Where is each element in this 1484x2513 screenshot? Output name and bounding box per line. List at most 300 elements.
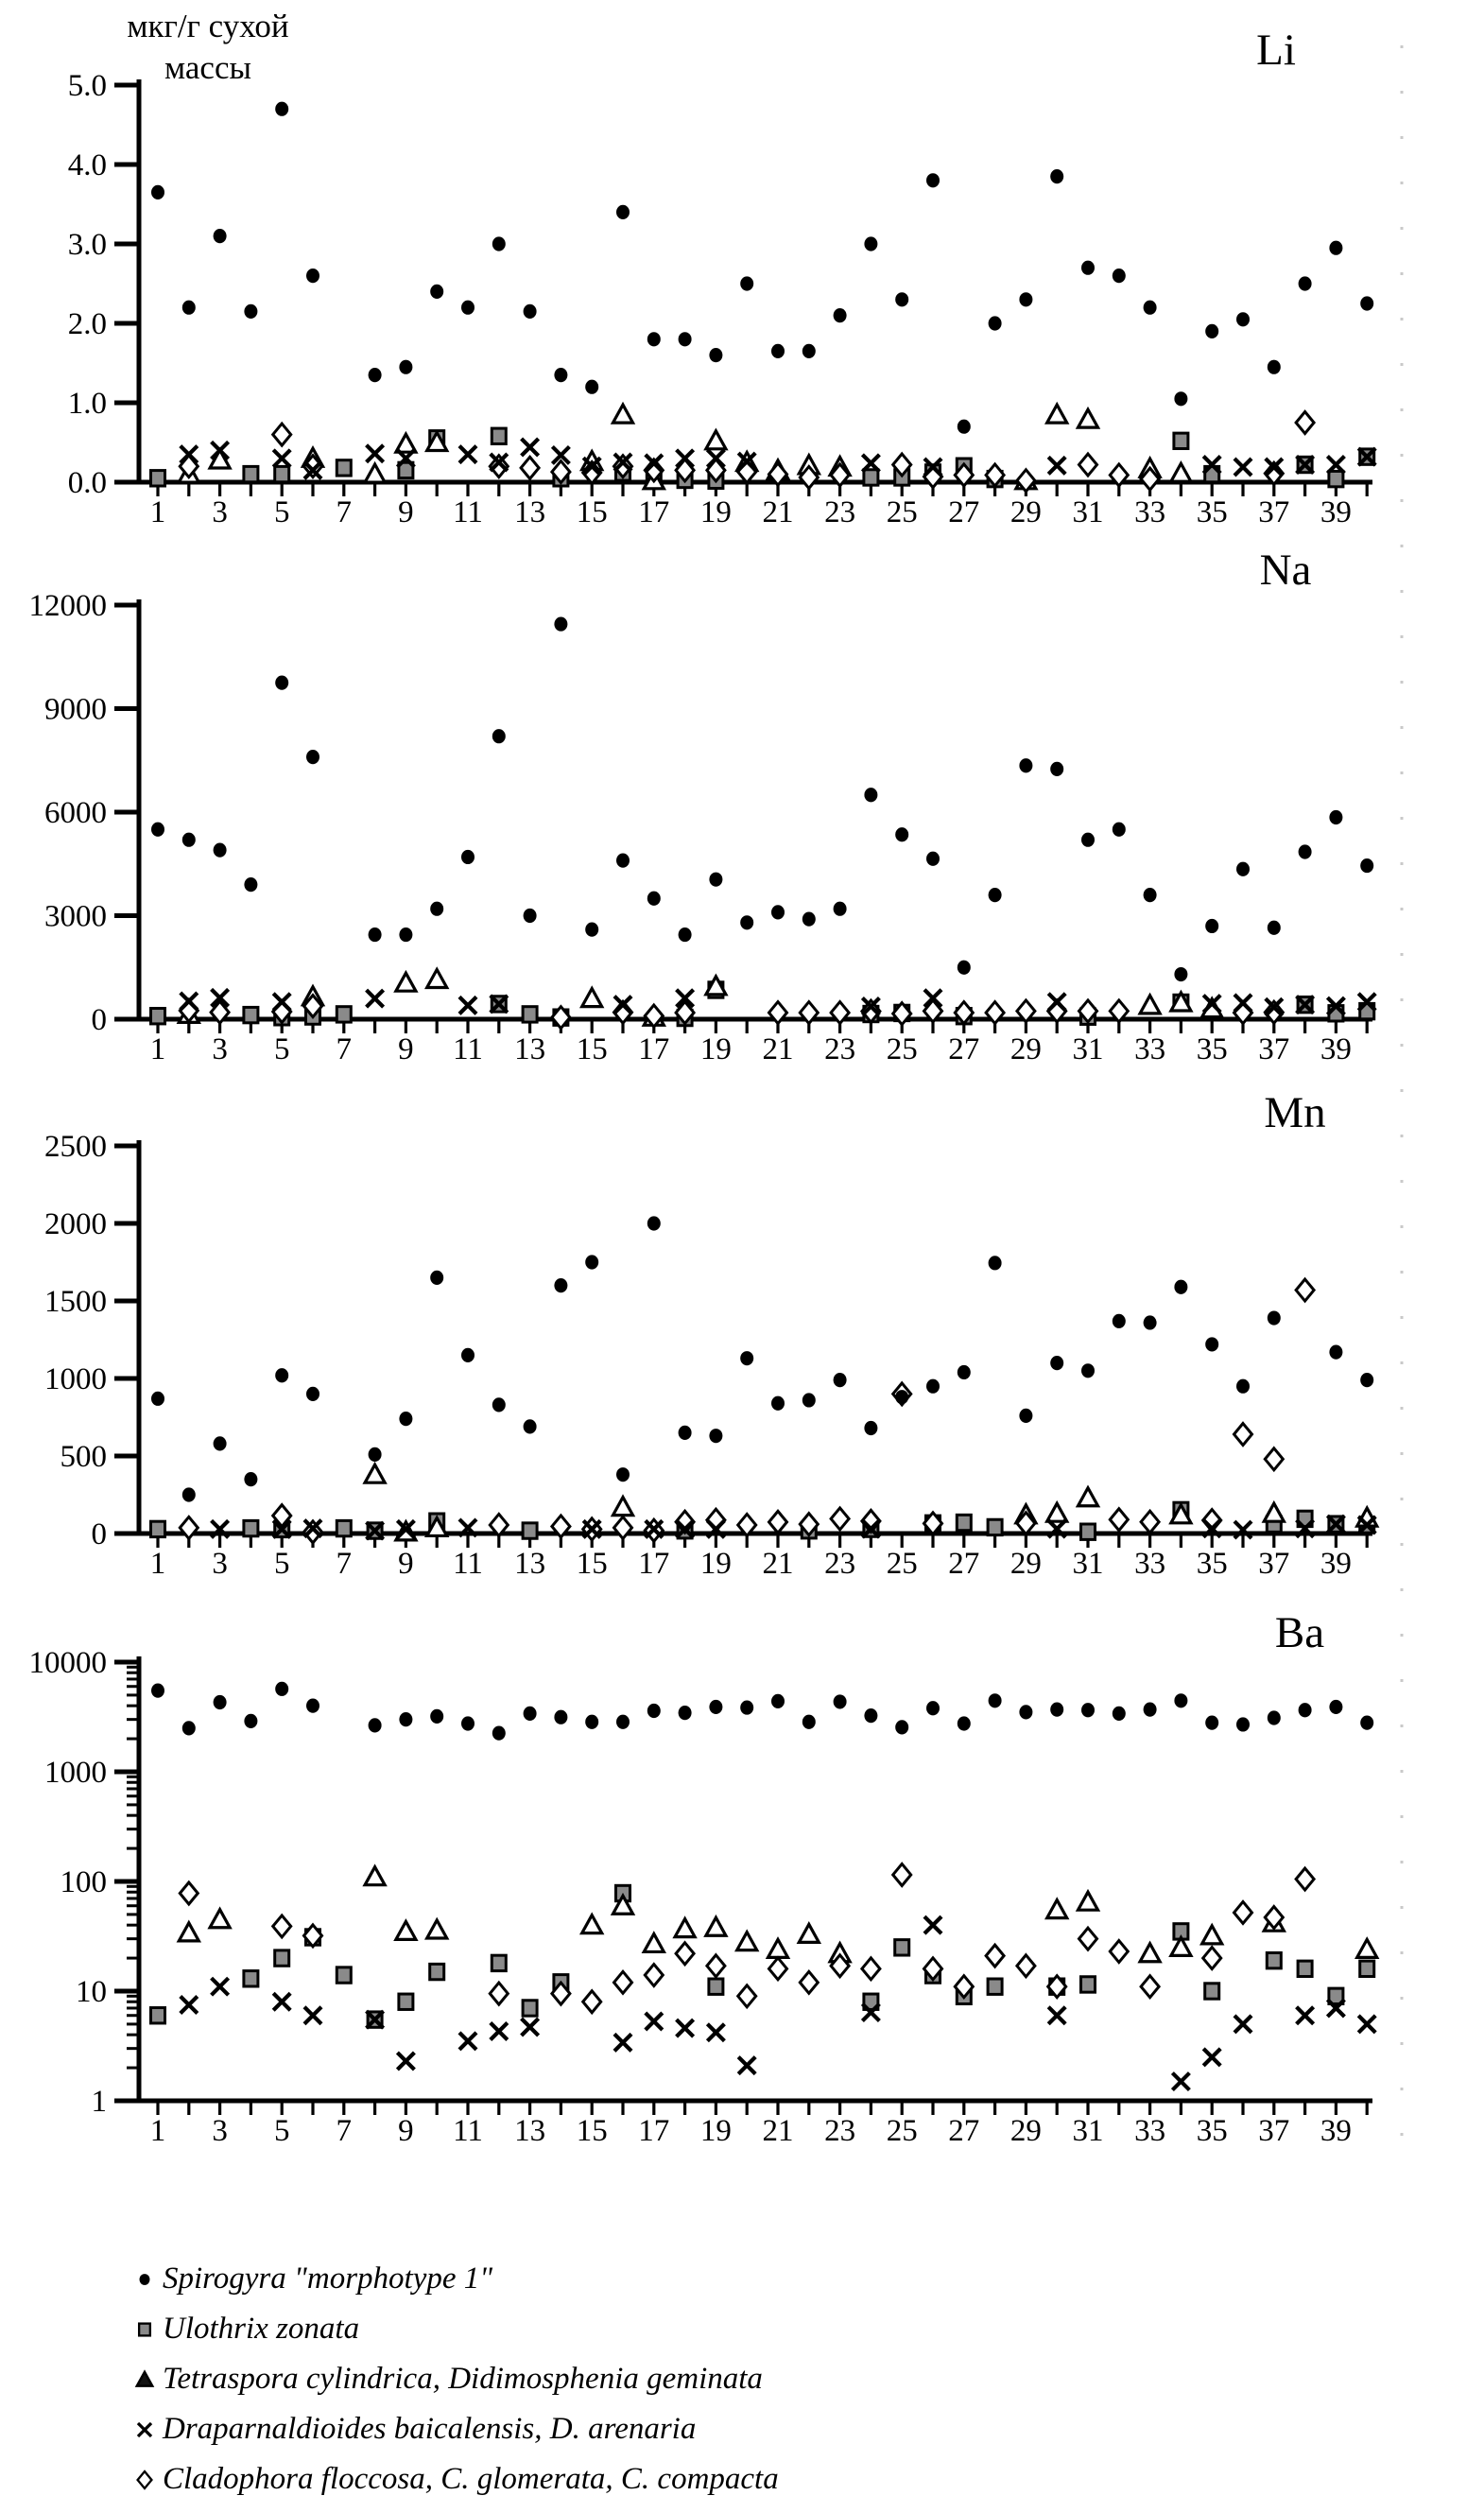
marker-square xyxy=(523,1007,537,1022)
series-circle-points xyxy=(151,616,1373,981)
marker-circle xyxy=(647,892,661,906)
marker-square xyxy=(1081,1524,1096,1539)
marker-circle xyxy=(1113,269,1126,283)
marker-circle xyxy=(430,1271,443,1285)
x-tick-label: 39 xyxy=(1320,1547,1352,1581)
marker-cross xyxy=(614,2034,631,2051)
marker-cross xyxy=(924,1916,941,1933)
marker-square xyxy=(1081,1977,1096,1992)
marker-circle xyxy=(399,1412,412,1426)
marker-circle xyxy=(492,729,506,743)
series-diamond-points xyxy=(180,1279,1314,1543)
x-tick-label: 29 xyxy=(1009,1547,1042,1581)
marker-circle xyxy=(182,1487,196,1501)
x-tick-label: 23 xyxy=(824,1032,856,1066)
marker-circle xyxy=(1113,823,1126,837)
x-tick-label: 39 xyxy=(1320,495,1352,529)
gray-square-glyph xyxy=(130,2315,159,2344)
open-diamond-icon xyxy=(130,2466,163,2494)
marker-circle xyxy=(1144,1702,1157,1716)
x-tick-label: 19 xyxy=(699,2114,732,2148)
marker-cross xyxy=(181,1996,198,2013)
marker-circle xyxy=(554,616,567,631)
y-tick-label: 1000 xyxy=(44,1362,107,1396)
marker-circle xyxy=(1329,241,1342,255)
marker-square xyxy=(1360,1961,1374,1976)
y-tick-label: 0.0 xyxy=(67,466,107,500)
chart-title-na: Na xyxy=(1259,546,1312,595)
marker-triangle xyxy=(1171,463,1191,481)
marker-triangle xyxy=(365,1867,385,1885)
legend xyxy=(130,2254,779,2504)
marker-diamond xyxy=(1296,412,1314,434)
y-tick-label: 2.0 xyxy=(67,307,107,341)
marker-circle xyxy=(430,902,443,916)
marker-circle xyxy=(1299,844,1312,858)
marker-square xyxy=(1174,433,1188,448)
x-tick-label: 11 xyxy=(453,1032,483,1066)
x-tick-label: 29 xyxy=(1009,495,1042,529)
marker-circle xyxy=(616,854,630,868)
x-tick-label: 15 xyxy=(576,1547,608,1581)
x-tick-label: 9 xyxy=(398,2114,414,2148)
x-tick-label: 21 xyxy=(762,1032,794,1066)
marker-circle xyxy=(461,1348,475,1362)
marker-circle xyxy=(524,909,537,923)
marker-circle xyxy=(802,1715,816,1729)
marker-diamond xyxy=(676,1943,694,1965)
marker-square xyxy=(244,1971,258,1986)
marker-circle xyxy=(1050,1356,1063,1370)
marker-diamond xyxy=(1079,1928,1097,1950)
marker-circle xyxy=(740,1351,753,1365)
marker-square xyxy=(709,1979,723,1994)
marker-triangle xyxy=(582,1915,602,1933)
marker-diamond xyxy=(1265,1448,1283,1470)
x-tick-label: 17 xyxy=(638,495,670,529)
y-tick-label: 10000 xyxy=(28,1646,107,1680)
open-triangle-icon xyxy=(130,2366,163,2394)
x-tick-label: 13 xyxy=(514,1032,546,1066)
marker-circle xyxy=(958,420,971,434)
marker-diamond xyxy=(1203,1948,1221,1969)
x-tick-label: 5 xyxy=(273,1032,290,1066)
x-tick-label: 25 xyxy=(886,1032,918,1066)
marker-triangle xyxy=(1140,1944,1160,1962)
x-tick-label: 19 xyxy=(699,1547,732,1581)
marker-triangle xyxy=(706,431,726,449)
marker-circle xyxy=(1329,1345,1342,1360)
legend-label: Tetraspora cylindrica, Didimosphenia geminata xyxy=(163,2362,763,2396)
x-tick-label: 13 xyxy=(514,2114,546,2148)
marker-circle xyxy=(616,1715,630,1729)
marker-square xyxy=(244,466,258,481)
y-tick-label: 4.0 xyxy=(67,148,107,182)
marker-circle xyxy=(275,1682,288,1696)
marker-cross xyxy=(459,446,476,463)
marker-triangle xyxy=(210,1910,230,1928)
marker-triangle xyxy=(365,1464,385,1482)
marker-triangle xyxy=(799,1924,819,1942)
marker-triangle xyxy=(396,1921,416,1939)
x-tick-label: 1 xyxy=(149,1032,166,1066)
marker-circle xyxy=(524,1707,537,1721)
x-tick-label: 13 xyxy=(514,1547,546,1581)
marker-circle xyxy=(771,905,785,919)
marker-circle xyxy=(1268,360,1281,374)
marker-circle xyxy=(1174,1693,1187,1707)
marker-circle xyxy=(647,332,661,346)
marker-circle xyxy=(585,923,598,937)
marker-cross xyxy=(459,2033,476,2050)
marker-square xyxy=(957,1515,971,1530)
x-tick-label: 35 xyxy=(1196,495,1228,529)
marker-square xyxy=(1298,1961,1312,1976)
marker-circle xyxy=(1113,1707,1126,1721)
marker-circle xyxy=(1019,1705,1032,1719)
marker-circle xyxy=(275,676,288,690)
marker-cross xyxy=(397,2053,414,2070)
marker-square xyxy=(1205,1984,1219,1999)
marker-circle xyxy=(524,1419,537,1433)
marker-circle xyxy=(182,833,196,847)
marker-diamond xyxy=(1141,1511,1159,1533)
x-tick-label: 25 xyxy=(886,495,918,529)
series-triangle-points xyxy=(179,1867,1376,1962)
marker-diamond xyxy=(707,1955,725,1977)
y-axis-units-line1: мкг/г сухой xyxy=(127,8,289,44)
marker-diamond xyxy=(1110,1941,1128,1963)
x-tick-label: 7 xyxy=(336,1547,353,1581)
marker-cross xyxy=(491,2023,508,2040)
marker-diamond xyxy=(986,1945,1004,1967)
marker-triangle xyxy=(1047,1503,1067,1521)
marker-circle xyxy=(214,229,227,243)
marker-circle xyxy=(895,292,908,306)
x-tick-label: 35 xyxy=(1196,2114,1228,2148)
marker-diamond xyxy=(893,1863,911,1885)
x-tick-label: 5 xyxy=(273,495,290,529)
marker-diamond xyxy=(800,1971,818,1993)
marker-circle xyxy=(616,1467,630,1482)
marker-circle xyxy=(244,877,257,892)
x-tick-label: 31 xyxy=(1072,1032,1104,1066)
y-tick-label: 2000 xyxy=(44,1207,107,1241)
marker-circle xyxy=(740,1700,753,1714)
marker-triangle xyxy=(365,464,385,482)
marker-circle xyxy=(1236,1717,1250,1731)
x-tick-label: 17 xyxy=(638,1032,670,1066)
x-tick-label: 31 xyxy=(1072,2114,1104,2148)
marker-circle xyxy=(802,1393,816,1407)
marker-circle xyxy=(834,1694,847,1708)
chart-title-li: Li xyxy=(1256,26,1296,75)
marker-triangle xyxy=(1047,405,1067,423)
marker-diamond xyxy=(583,1991,601,2013)
marker-triangle xyxy=(1264,1503,1284,1521)
marker-cross xyxy=(1203,2049,1220,2066)
marker-square xyxy=(864,470,878,485)
marker-diamond xyxy=(769,1511,787,1533)
marker-circle xyxy=(399,1712,412,1726)
marker-circle xyxy=(647,1216,661,1230)
marker-circle xyxy=(244,1714,257,1728)
open-triangle-glyph xyxy=(130,2366,159,2394)
marker-triangle xyxy=(1078,1488,1098,1506)
y-tick-label: 1000 xyxy=(44,1756,107,1790)
y-tick-label: 5.0 xyxy=(67,69,107,103)
marker-triangle xyxy=(427,1920,447,1938)
marker-circle xyxy=(306,269,319,283)
y-tick-label: 3000 xyxy=(44,899,107,934)
x-tick-label: 5 xyxy=(273,2114,290,2148)
y-tick-label: 3.0 xyxy=(67,228,107,262)
x-tick-label: 17 xyxy=(638,1547,670,1581)
chart-title-mn: Mn xyxy=(1264,1088,1326,1137)
marker-circle xyxy=(1360,858,1373,873)
marker-square xyxy=(244,1007,258,1022)
marker-circle xyxy=(244,1472,257,1486)
marker-circle xyxy=(140,2274,150,2285)
marker-circle xyxy=(554,1278,567,1292)
marker-circle xyxy=(958,1365,971,1379)
marker-triangle xyxy=(706,1917,726,1935)
marker-circle xyxy=(679,1426,692,1440)
marker-diamond xyxy=(180,1882,198,1904)
x-tick-label: 15 xyxy=(576,1032,608,1066)
marker-circle xyxy=(616,205,630,219)
marker-circle xyxy=(399,927,412,942)
marker-square xyxy=(244,1520,258,1535)
marker-circle xyxy=(802,912,816,927)
x-tick-label: 5 xyxy=(273,1547,290,1581)
marker-circle xyxy=(369,927,382,942)
marker-triangle xyxy=(613,405,633,423)
marker-square xyxy=(336,1520,351,1535)
marker-circle xyxy=(1144,1315,1157,1329)
open-diamond-glyph xyxy=(130,2466,159,2494)
marker-triangle xyxy=(1140,996,1160,1014)
marker-circle xyxy=(1019,292,1032,306)
x-tick-label: 27 xyxy=(948,1547,980,1581)
marker-circle xyxy=(740,276,753,290)
marker-circle xyxy=(1205,324,1218,338)
x-tick-label: 15 xyxy=(576,495,608,529)
marker-circle xyxy=(895,827,908,841)
filled-circle-glyph xyxy=(130,2265,159,2294)
marker-circle xyxy=(369,1447,382,1462)
gray-square-icon xyxy=(130,2315,163,2344)
x-tick-label: 29 xyxy=(1009,2114,1042,2148)
x-tick-label: 13 xyxy=(514,495,546,529)
marker-cross xyxy=(1234,2016,1251,2033)
marker-triangle xyxy=(427,970,447,988)
marker-circle xyxy=(895,1720,908,1734)
marker-circle xyxy=(1236,1379,1250,1394)
marker-cross xyxy=(1048,457,1065,474)
marker-cross xyxy=(522,2019,539,2036)
marker-cross xyxy=(1297,2007,1314,2024)
marker-circle xyxy=(492,236,506,251)
marker-circle xyxy=(306,750,319,764)
marker-circle xyxy=(926,173,940,187)
x-tick-label: 3 xyxy=(212,495,228,529)
marker-circle xyxy=(679,927,692,942)
marker-diamond xyxy=(738,1985,756,2007)
x-tick-label: 37 xyxy=(1258,1032,1290,1066)
marker-diamond xyxy=(1234,1424,1252,1446)
marker-circle xyxy=(461,301,475,315)
marker-triangle xyxy=(1047,1900,1067,1918)
y-tick-label: 1 xyxy=(91,2085,107,2119)
marker-triangle xyxy=(396,973,416,991)
marker-cross xyxy=(522,439,539,456)
marker-square xyxy=(988,1519,1002,1534)
marker-circle xyxy=(1113,1314,1126,1328)
marker-circle xyxy=(1081,1363,1095,1378)
marker-circle xyxy=(864,1421,877,1435)
marker-circle xyxy=(1360,296,1373,310)
x-tick-label: 9 xyxy=(398,1032,414,1066)
legend-item xyxy=(130,2254,779,2304)
marker-circle xyxy=(585,380,598,394)
marker-circle xyxy=(151,1392,164,1406)
marker-cross xyxy=(304,2007,321,2024)
marker-triangle xyxy=(1078,409,1098,427)
marker-cross xyxy=(212,1978,229,1995)
marker-diamond xyxy=(645,1965,663,1986)
marker-triangle xyxy=(179,1923,198,1941)
marker-diamond xyxy=(831,1508,849,1530)
cross-icon xyxy=(130,2416,163,2444)
marker-circle xyxy=(1081,833,1095,847)
marker-square xyxy=(523,2001,537,2016)
marker-circle xyxy=(369,1718,382,1732)
marker-circle xyxy=(1360,1716,1373,1730)
x-tick-label: 11 xyxy=(453,495,483,529)
marker-square xyxy=(988,1979,1002,1994)
x-tick-label: 17 xyxy=(638,2114,670,2148)
marker-circle xyxy=(1205,1716,1218,1730)
x-tick-label: 29 xyxy=(1009,1032,1042,1066)
legend-label: Draparnaldioides baicalensis, D. arenaria xyxy=(163,2412,697,2446)
marker-circle xyxy=(1329,810,1342,824)
marker-triangle xyxy=(137,2371,152,2385)
marker-diamond xyxy=(1017,1955,1035,1977)
x-tick-label: 31 xyxy=(1072,495,1104,529)
y-tick-label: 9000 xyxy=(44,692,107,727)
marker-cross xyxy=(677,2019,694,2036)
x-tick-label: 27 xyxy=(948,495,980,529)
marker-circle xyxy=(1329,1700,1342,1714)
marker-diamond xyxy=(273,1915,291,1937)
y-tick-label: 10 xyxy=(76,1975,107,2009)
x-tick-label: 37 xyxy=(1258,1547,1290,1581)
x-tick-label: 1 xyxy=(149,2114,166,2148)
marker-square xyxy=(336,1967,351,1983)
marker-cross xyxy=(707,2024,724,2041)
marker-diamond xyxy=(1296,1868,1314,1890)
marker-circle xyxy=(275,102,288,116)
x-tick-label: 33 xyxy=(1134,495,1166,529)
marker-diamond xyxy=(1110,1509,1128,1531)
marker-circle xyxy=(585,1255,598,1269)
marker-square xyxy=(151,2008,165,2023)
marker-circle xyxy=(585,1715,598,1729)
marker-circle xyxy=(895,1390,908,1404)
marker-circle xyxy=(1144,888,1157,902)
marker-diamond xyxy=(273,424,291,445)
marker-cross xyxy=(1234,459,1251,476)
marker-square xyxy=(275,466,289,481)
marker-circle xyxy=(989,316,1002,330)
marker-circle xyxy=(709,348,722,362)
marker-circle xyxy=(647,1704,661,1718)
marker-triangle xyxy=(1202,1926,1222,1944)
marker-circle xyxy=(989,888,1002,902)
marker-diamond xyxy=(521,457,539,478)
marker-square xyxy=(275,1950,289,1966)
x-tick-label: 1 xyxy=(149,1547,166,1581)
marker-circle xyxy=(771,344,785,358)
marker-diamond xyxy=(1141,1976,1159,1998)
marker-circle xyxy=(244,304,257,319)
x-tick-label: 33 xyxy=(1134,2114,1166,2148)
marker-circle xyxy=(1050,169,1063,183)
marker-cross xyxy=(138,2422,151,2435)
marker-diamond xyxy=(614,1971,632,1993)
y-axis-units-line2: массы xyxy=(164,49,252,86)
marker-diamond xyxy=(490,1983,508,2004)
x-tick-label: 9 xyxy=(398,1547,414,1581)
marker-triangle xyxy=(644,1933,664,1951)
marker-circle xyxy=(1360,1373,1373,1387)
x-tick-label: 27 xyxy=(948,2114,980,2148)
marker-cross xyxy=(459,997,476,1014)
y-tick-label: 6000 xyxy=(44,796,107,830)
series-circle-points xyxy=(151,1682,1373,1741)
marker-circle xyxy=(306,1387,319,1401)
marker-circle xyxy=(554,1710,567,1724)
marker-circle xyxy=(771,1396,785,1411)
x-tick-label: 7 xyxy=(336,1032,353,1066)
marker-square xyxy=(151,1521,165,1536)
x-tick-label: 9 xyxy=(398,495,414,529)
marker-circle xyxy=(1268,1710,1281,1724)
marker-diamond xyxy=(138,2471,152,2488)
x-tick-label: 37 xyxy=(1258,2114,1290,2148)
marker-square xyxy=(492,428,506,443)
marker-circle xyxy=(679,332,692,346)
y-tick-label: 0 xyxy=(91,1003,107,1037)
marker-circle xyxy=(864,236,877,251)
marker-cross xyxy=(646,2013,663,2030)
marker-square xyxy=(399,1994,413,2009)
x-tick-label: 27 xyxy=(948,1032,980,1066)
marker-circle xyxy=(492,1726,506,1741)
marker-circle xyxy=(834,902,847,916)
marker-square xyxy=(151,1009,165,1024)
x-tick-label: 3 xyxy=(212,1032,228,1066)
marker-circle xyxy=(524,304,537,319)
marker-square xyxy=(492,1955,506,1970)
marker-circle xyxy=(1081,1703,1095,1717)
x-tick-label: 23 xyxy=(824,1547,856,1581)
x-tick-label: 25 xyxy=(886,1547,918,1581)
y-tick-label: 1500 xyxy=(44,1285,107,1319)
marker-circle xyxy=(679,1706,692,1720)
marker-circle xyxy=(430,285,443,299)
